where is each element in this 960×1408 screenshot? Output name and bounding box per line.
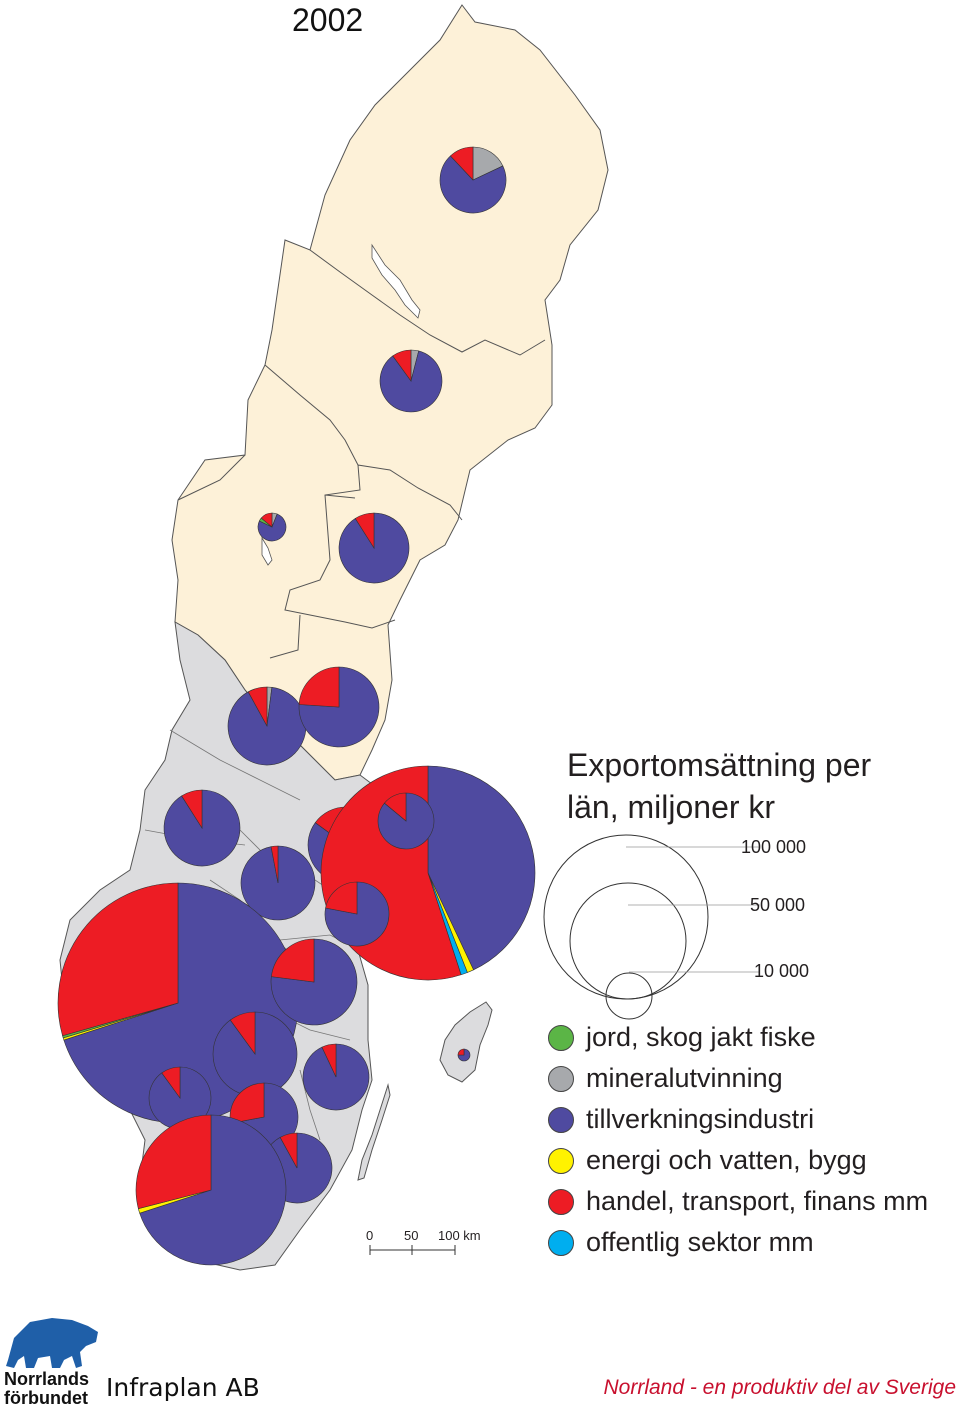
- size-circle-100000: [544, 835, 708, 999]
- pie-chart: [303, 1044, 369, 1110]
- chart-title: [567, 744, 957, 828]
- pie-chart: [458, 1049, 470, 1061]
- legend-label: tillverkningsindustri: [586, 1104, 815, 1134]
- legend-item: [548, 1017, 928, 1058]
- size-label-100000: 100 000: [741, 837, 807, 857]
- legend-label: offentlig sektor mm: [586, 1227, 814, 1257]
- pie-chart: [258, 513, 286, 541]
- pie-chart: [213, 1012, 297, 1096]
- legend-swatch-jord: [548, 1025, 574, 1051]
- legend-swatch-handel: [548, 1189, 574, 1215]
- pie-chart: [380, 350, 442, 412]
- pie-chart: [440, 147, 506, 213]
- legend-label: handel, transport, finans mm: [586, 1186, 929, 1216]
- gotland-island: [440, 1002, 492, 1082]
- scale-label-0: 0: [366, 1228, 374, 1243]
- company-name: Infraplan AB: [106, 1373, 260, 1402]
- pie-chart: [321, 766, 535, 980]
- size-legend: [544, 835, 760, 1019]
- legend-item: [548, 1222, 928, 1263]
- legend-label: jord, skog jakt fiske: [586, 1022, 816, 1052]
- legend-item: [548, 1181, 928, 1222]
- legend-swatch-energi: [548, 1148, 574, 1174]
- org-name: [4, 1370, 89, 1408]
- legend-item: [548, 1099, 928, 1140]
- pie-chart: [378, 793, 434, 849]
- legend-swatch-offentlig: [548, 1230, 574, 1256]
- category-legend: [548, 1017, 928, 1263]
- bear-logo: [6, 1318, 98, 1368]
- size-label-50000: 50 000: [750, 895, 806, 915]
- org-line-2: förbundet: [4, 1388, 88, 1408]
- scale-label-50: 50: [404, 1228, 419, 1243]
- pie-chart: [271, 939, 357, 1025]
- pie-chart: [164, 790, 240, 866]
- tagline: Norrland - en produktiv del av Sverige: [603, 1376, 956, 1399]
- pie-chart: [339, 513, 409, 583]
- scale-bar: [370, 1245, 455, 1255]
- pie-chart: [136, 1115, 286, 1265]
- size-label-10000: 10 000: [754, 961, 810, 981]
- scale-label-100: 100 km: [438, 1228, 481, 1243]
- legend-item: [548, 1058, 928, 1099]
- legend-label: energi och vatten, bygg: [586, 1145, 867, 1175]
- title-line-2: län, miljoner kr: [567, 789, 776, 825]
- year-label: 2002: [292, 2, 364, 38]
- org-line-1: Norrlands: [4, 1369, 90, 1389]
- pie-chart: [228, 687, 306, 765]
- legend-label: mineralutvinning: [586, 1063, 783, 1093]
- pie-chart: [325, 882, 389, 946]
- legend-swatch-tillverkning: [548, 1107, 574, 1133]
- legend-item: [548, 1140, 928, 1181]
- pie-chart: [299, 667, 379, 747]
- size-circle-50000: [570, 883, 686, 999]
- legend-swatch-mineral: [548, 1066, 574, 1092]
- title-line-1: Exportomsättning per: [567, 747, 872, 783]
